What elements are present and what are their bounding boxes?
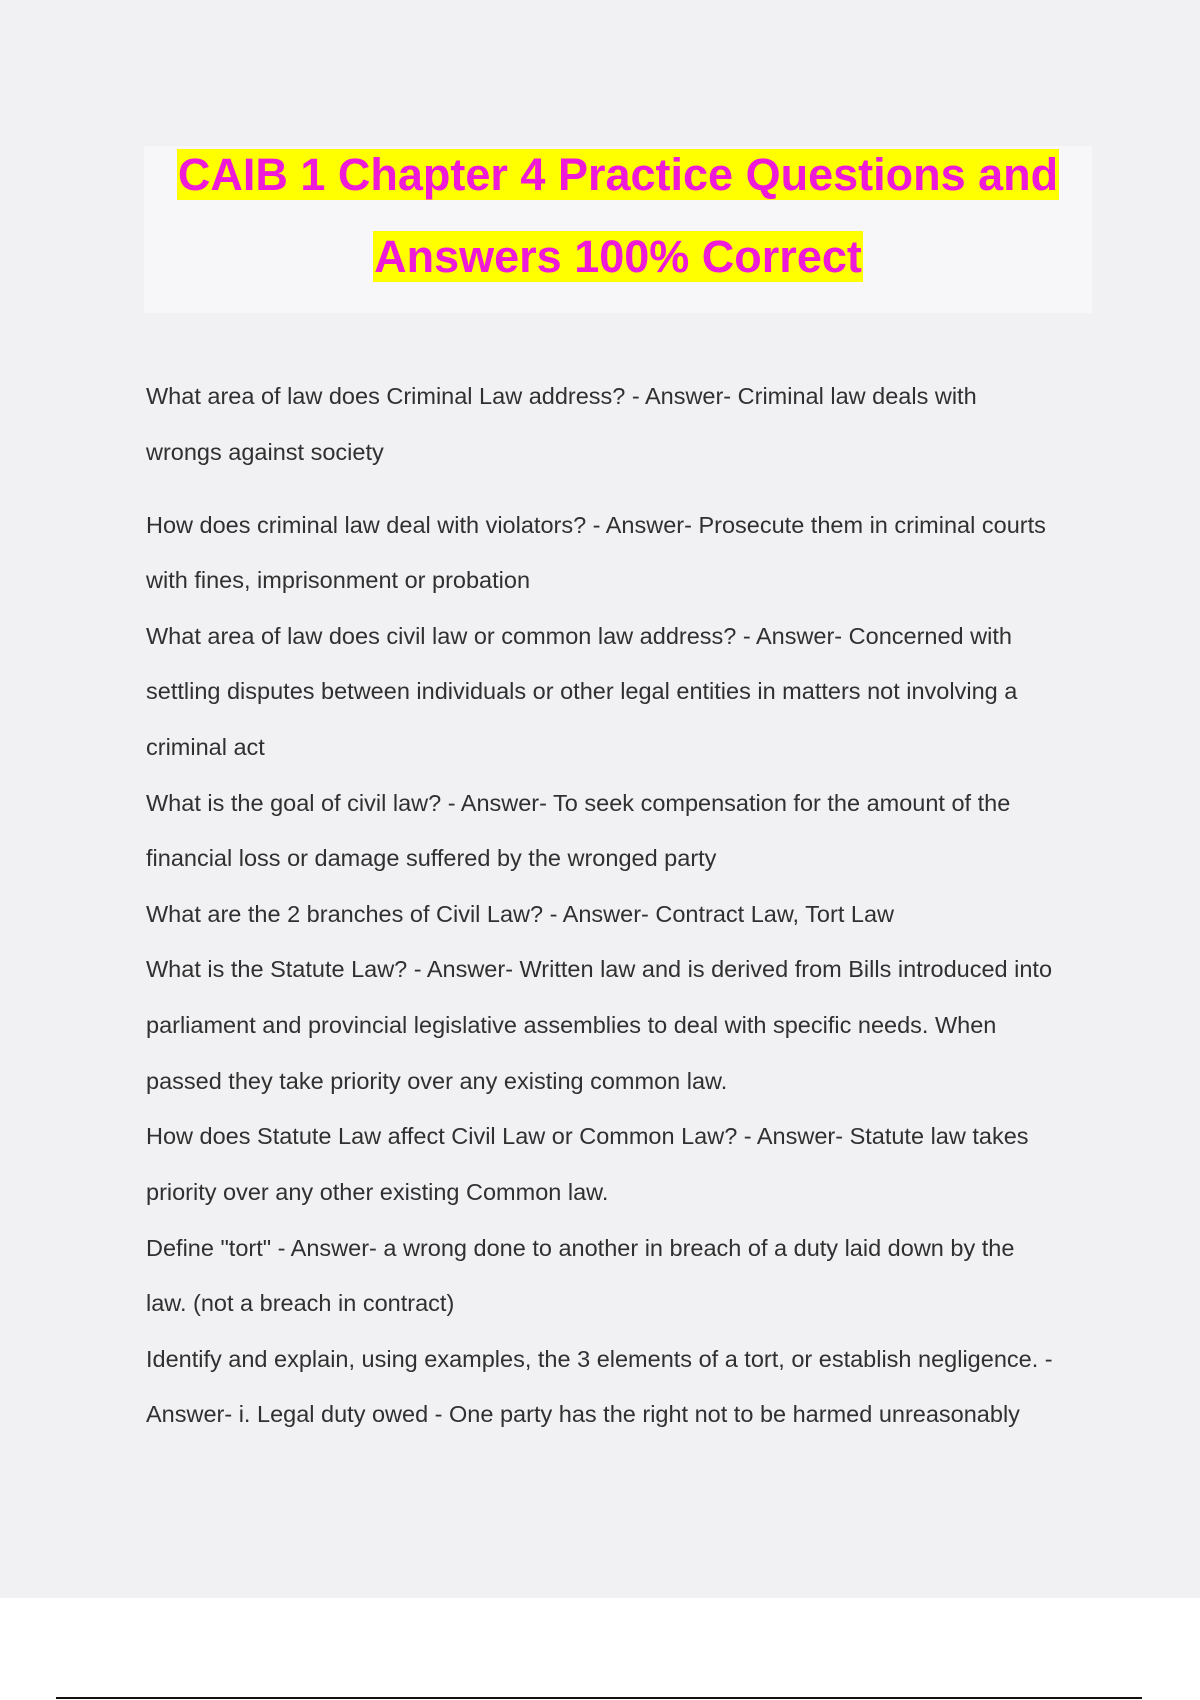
document-title-line-2 [144,230,1092,284]
body-line: parliament and provincial legislative assemblies to deal with specific needs. When [146,1012,997,1038]
body-line: settling disputes between individuals or other legal entities in matters not involving a [146,678,1018,704]
body-line: What is the goal of civil law? - Answer- To seek compensation for the amount of the [146,790,1011,816]
body-line: What area of law does Criminal Law address? - Answer- Criminal law deals with [146,383,977,409]
body-line: What are the 2 branches of Civil Law? - Answer- Contract Law, Tort Law [146,901,894,927]
body-line: law. (not a breach in contract) [146,1290,455,1316]
body-line: criminal act [146,734,265,760]
title-block [144,146,1092,313]
body-line: with fines, imprisonment or probation [146,567,531,593]
body-line: How does criminal law deal with violators? - Answer- Prosecute them in criminal courts [146,512,1046,538]
body-line: Define "tort" - Answer- a wrong done to another in breach of a duty laid down by the [146,1235,1015,1261]
body-line: wrongs against society [146,439,384,465]
document-title-line-1 [144,148,1092,202]
body-line: financial loss or damage suffered by the wronged party [146,845,717,871]
body-line: What is the Statute Law? - Answer- Written law and is derived from Bills introduced into [146,956,1053,982]
title-highlight-2: Answers 100% Correct [374,231,862,282]
body-line: priority over any other existing Common law. [146,1179,609,1205]
body-line: What area of law does civil law or common law address? - Answer- Concerned with [146,623,1012,649]
body-line: passed they take priority over any existing common law. [146,1068,728,1094]
footer-divider [56,1697,1142,1699]
body-line: Answer- i. Legal duty owed - One party has the right not to be harmed unreasonably [146,1401,1020,1427]
body-line: How does Statute Law affect Civil Law or Common Law? - Answer- Statute law takes [146,1123,1029,1149]
body-line: Identify and explain, using examples, the 3 elements of a tort, or establish negligence. - [146,1346,1053,1372]
title-highlight-1: CAIB 1 Chapter 4 Practice Questions and [177,149,1059,200]
